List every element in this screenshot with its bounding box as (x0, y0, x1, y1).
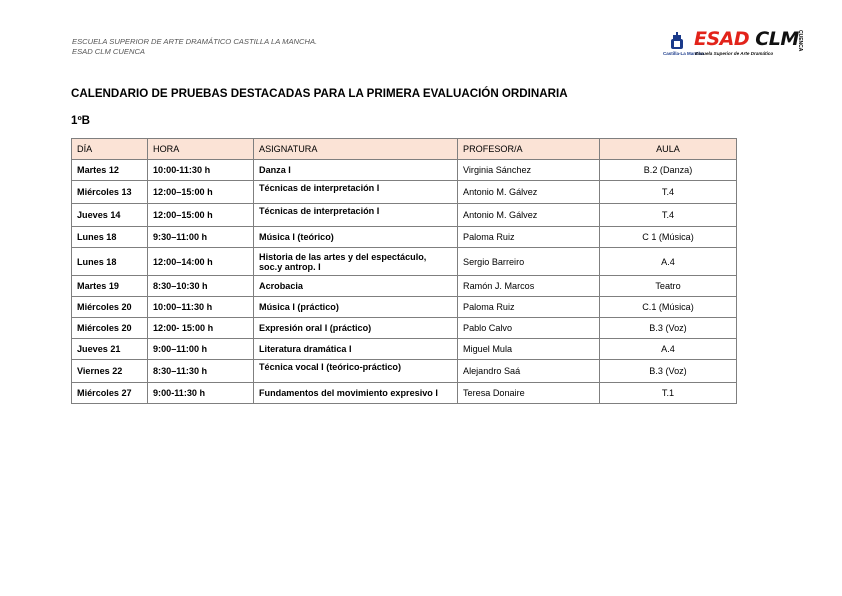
cell-day: Jueves 14 (72, 204, 148, 227)
cell-room: T.1 (600, 383, 737, 404)
cell-teacher: Antonio M. Gálvez (458, 204, 600, 227)
cell-teacher: Sergio Barreiro (458, 248, 600, 276)
esad-clm-logo (663, 28, 806, 59)
cell-day: Viernes 22 (72, 360, 148, 383)
cell-teacher: Miguel Mula (458, 339, 600, 360)
cell-subject: Técnicas de interpretación I (254, 181, 458, 204)
table-row (72, 204, 737, 227)
cell-subject: Danza I (254, 160, 458, 181)
cell-time: 10:00-11:30 h (148, 160, 254, 181)
cell-room: A.4 (600, 339, 737, 360)
cell-room: A.4 (600, 248, 737, 276)
cell-day: Miércoles 27 (72, 383, 148, 404)
table-row (72, 339, 737, 360)
cell-subject: Técnicas de interpretación I (254, 204, 458, 227)
column-header-room: AULA (600, 139, 737, 160)
brand-city: CUENCA (797, 30, 803, 52)
cell-room: T.4 (600, 204, 737, 227)
cell-room: C 1 (Música) (600, 227, 737, 248)
cell-subject: Literatura dramática I (254, 339, 458, 360)
page-title: CALENDARIO DE PRUEBAS DESTACADAS PARA LA PRIMERA EVALUACIÓN ORDINARIA (71, 87, 568, 100)
group-label: 1ºB (71, 114, 91, 127)
cell-time: 8:30–11:30 h (148, 360, 254, 383)
cell-subject: Fundamentos del movimiento expresivo I (254, 383, 458, 404)
column-header-subject: ASIGNATURA (254, 139, 458, 160)
table-header-row (72, 139, 737, 160)
cell-time: 9:30–11:00 h (148, 227, 254, 248)
brand-wordmark (694, 28, 799, 50)
cell-teacher: Pablo Calvo (458, 318, 600, 339)
table-row (72, 297, 737, 318)
cell-subject: Expresión oral I (práctico) (254, 318, 458, 339)
column-header-day: DÍA (72, 139, 148, 160)
cell-time: 9:00-11:30 h (148, 383, 254, 404)
cell-day: Martes 12 (72, 160, 148, 181)
school-campus-line: ESAD CLM CUENCA (72, 47, 145, 56)
cell-day: Martes 19 (72, 276, 148, 297)
cell-subject: Técnica vocal I (teórico-práctico) (254, 360, 458, 383)
cell-room: Teatro (600, 276, 737, 297)
cell-room: B.3 (Voz) (600, 318, 737, 339)
cell-day: Miércoles 13 (72, 181, 148, 204)
cell-day: Lunes 18 (72, 227, 148, 248)
cell-teacher: Paloma Ruiz (458, 297, 600, 318)
school-name-line: ESCUELA SUPERIOR DE ARTE DRAMÁTICO CASTILLA LA MANCHA. (72, 37, 318, 46)
table-row (72, 181, 737, 204)
cell-day: Jueves 21 (72, 339, 148, 360)
cell-subject: Música I (práctico) (254, 297, 458, 318)
school-header (72, 37, 317, 57)
cell-time: 12:00- 15:00 h (148, 318, 254, 339)
castilla-la-mancha-crest-icon (666, 32, 688, 52)
cell-room: C.1 (Música) (600, 297, 737, 318)
cell-time: 8:30–10:30 h (148, 276, 254, 297)
brand-esad: ESAD (694, 28, 750, 50)
cell-teacher: Paloma Ruiz (458, 227, 600, 248)
table-row (72, 276, 737, 297)
exam-schedule-table (71, 138, 737, 404)
cell-room: B.3 (Voz) (600, 360, 737, 383)
cell-teacher: Alejandro Saá (458, 360, 600, 383)
table-row (72, 227, 737, 248)
brand-subtitle: Escuela Superior de Arte Dramático (695, 51, 774, 56)
cell-time: 12:00–15:00 h (148, 181, 254, 204)
cell-day: Miércoles 20 (72, 318, 148, 339)
brand-vertical-label (796, 30, 804, 56)
cell-time: 12:00–15:00 h (148, 204, 254, 227)
cell-room: B.2 (Danza) (600, 160, 737, 181)
column-header-teacher: PROFESOR/A (458, 139, 600, 160)
cell-subject: Historia de las artes y del espectáculo, soc.y antrop. I (254, 248, 458, 276)
cell-teacher: Teresa Donaire (458, 383, 600, 404)
cell-time: 9:00–11:00 h (148, 339, 254, 360)
cell-teacher: Ramón J. Marcos (458, 276, 600, 297)
cell-subject: Acrobacia (254, 276, 458, 297)
cell-teacher: Virginia Sánchez (458, 160, 600, 181)
cell-time: 10:00–11:30 h (148, 297, 254, 318)
region-label: Castilla-La Mancha (663, 51, 704, 56)
column-header-time: HORA (148, 139, 254, 160)
brand-clm: CLM (755, 28, 799, 50)
table-row (72, 160, 737, 181)
cell-subject: Música I (teórico) (254, 227, 458, 248)
table-row (72, 383, 737, 404)
cell-teacher: Antonio M. Gálvez (458, 181, 600, 204)
table-row (72, 248, 737, 276)
cell-time: 12:00–14:00 h (148, 248, 254, 276)
table-row (72, 318, 737, 339)
cell-day: Lunes 18 (72, 248, 148, 276)
cell-day: Miércoles 20 (72, 297, 148, 318)
cell-room: T.4 (600, 181, 737, 204)
table-row (72, 360, 737, 383)
